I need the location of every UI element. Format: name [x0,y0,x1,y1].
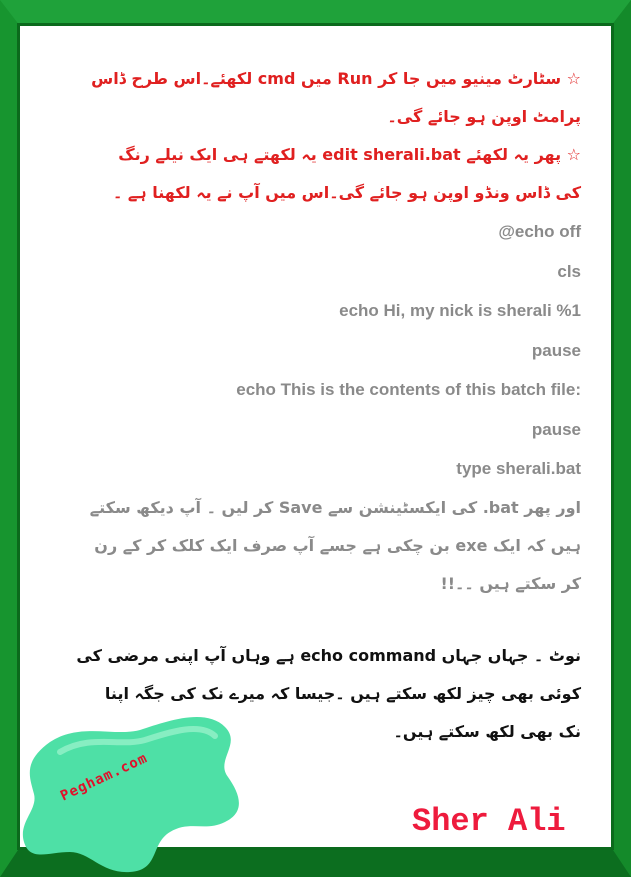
note-line: نوٹ ۔ جہاں جہاں echo command ہے وہاں آپ اپنی مرضی کی [76,645,581,665]
step-1-line-2: پرامٹ اوپن ہو جائے گی۔ [387,107,581,126]
green-splash-logo-icon [20,702,250,878]
code-line: echo This is the contents of this batch file: [236,380,581,399]
note-line: نک بھی لکھ سکتے ہیں۔ [393,721,581,741]
step-2-line-1: ☆ پھر یہ لکھئے edit sherali.bat یہ لکھتے ہی ایک نیلے رنگ [118,145,581,164]
save-note-line: اور پھر bat. کی ایکسٹینشن سے Save کر لیں ۔ آپ دیکھ سکتے [89,497,581,517]
code-line: echo Hi, my nick is sherali %1 [339,301,581,320]
note-line: کوئی بھی چیز لکھ سکتے ہیں ۔جیسا کہ میرے نک کی جگہ اپنا [104,683,581,703]
step-2-line-2: کی ڈاس ونڈو اوپن ہو جائے گی۔اس میں آپ نے یہ لکھنا ہے ۔ [112,183,581,202]
pegham-logo-text: Pegham.com [58,750,151,805]
step-1-line-1: ☆ سٹارٹ مینیو میں جا کر Run میں cmd لکھئے۔اس طرح ڈاس [91,69,581,88]
save-note-line: کر سکتے ہیں ۔۔!! [440,573,581,593]
code-line: @echo off [498,222,581,241]
code-line: pause [531,419,581,439]
code-line: cls [557,261,581,281]
save-note-line: ہیں کہ ایک exe بن چکی ہے جسے آپ صرف ایک کلک کر کے رن [94,535,581,555]
code-line: pause [531,340,581,360]
code-line: type sherali.bat [456,459,581,478]
article-body [40,60,581,751]
author-signature: Sher Ali [412,803,566,840]
spacer [40,603,581,637]
